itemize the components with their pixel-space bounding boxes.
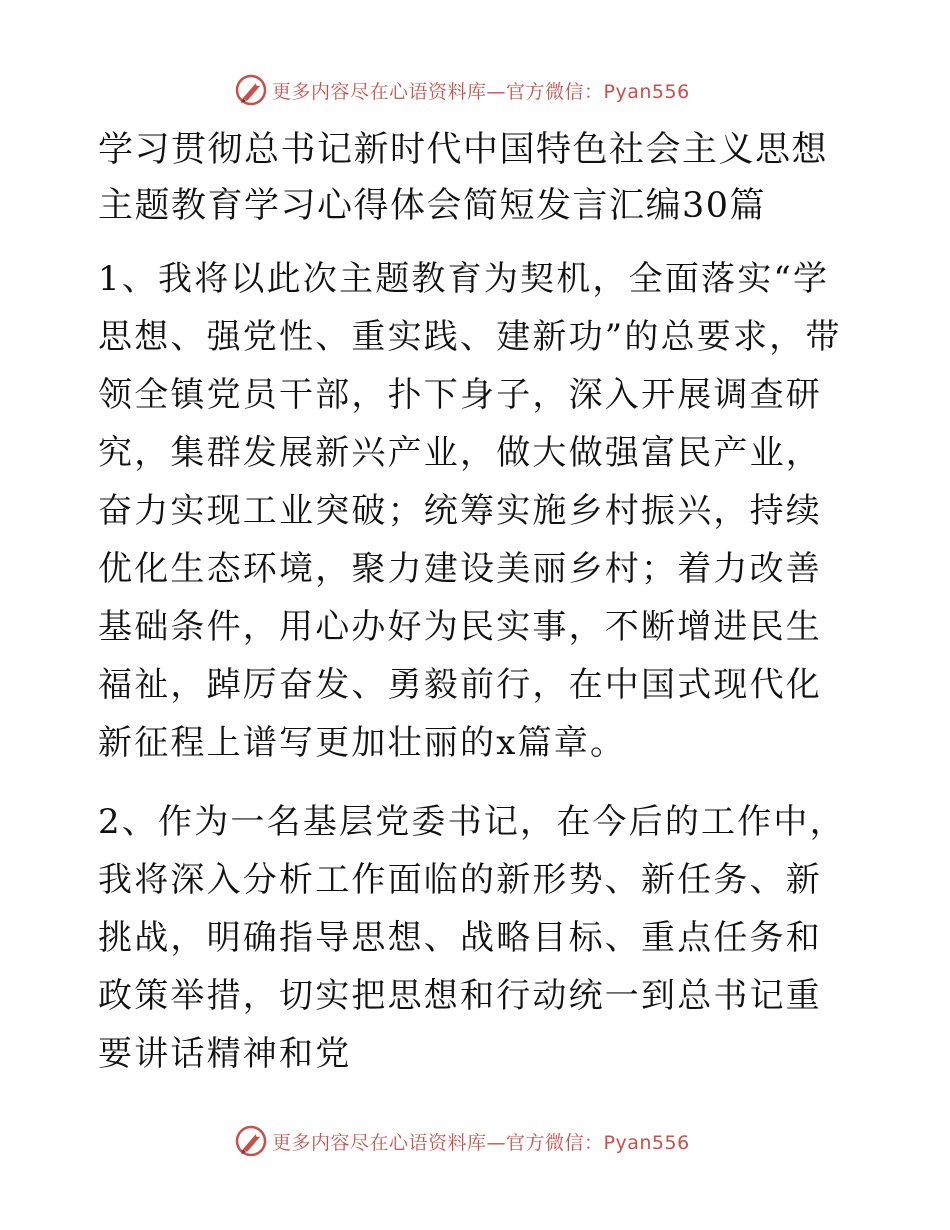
header-watermark (234, 72, 690, 108)
pen-logo-icon (234, 73, 268, 107)
document-title: 学习贯彻总书记新时代中国特色社会主义思想主题教育学习心得体会简短发言汇编30篇 (98, 130, 829, 226)
watermark-text: 更多内容尽在心语资料库—官方微信：Pyan556 (272, 80, 690, 103)
watermark-text: 更多内容尽在心语资料库—官方微信：Pyan556 (272, 1131, 690, 1154)
paragraph-1: 1、我将以此次主题教育为契机，全面落实“学思想、强党性、重实践、建新功”的总要求，带领全镇党员干部，扑下身子，深入开展调查研究，集群发展新兴产业，做大做强富民产业，奋力实现工业突破；统筹实施乡村振兴，持续优化生态环境，聚力建设美丽乡村；着力改善基础条件，用心办好为民实事，不断增进民生福祉，踔厉奋发、勇毅前行，在中国式现代化新征程上谱写更加壮丽的x篇章。 (98, 259, 842, 763)
pen-logo-icon (234, 1124, 268, 1158)
paragraph-2: 2、作为一名基层党委书记，在今后的工作中，我将深入分析工作面临的新形势、新任务、新挑战，明确指导思想、战略目标、重点任务和政策举措，切实把思想和行动统一到总书记重要讲话精神和党 (98, 802, 846, 1074)
footer-watermark (234, 1123, 690, 1159)
